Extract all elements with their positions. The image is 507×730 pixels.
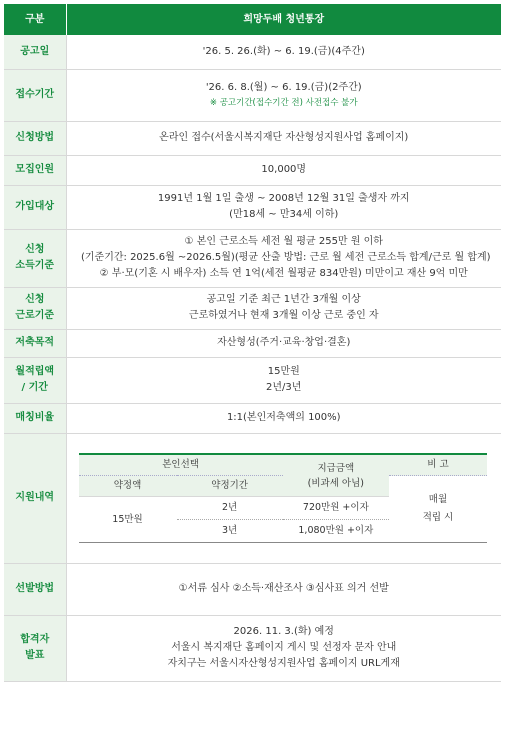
table-header-row — [4, 4, 501, 35]
support-detail-table — [79, 453, 488, 543]
monthly-amount: 15만원 — [267, 366, 300, 377]
label-monthly-2: / 기간 — [21, 382, 48, 393]
row-method — [4, 121, 501, 155]
apply-period: '26. 6. 8.(월) ~ 6. 19.(금)(2주간) — [205, 82, 362, 93]
program-info-table — [4, 4, 501, 682]
label-result-2: 발표 — [25, 650, 45, 661]
support-period-2y: 2년 — [177, 497, 283, 520]
label-work — [4, 287, 66, 329]
label-target: 가입대상 — [4, 185, 66, 229]
work-line-1: 공고일 기준 최근 1년간 3개월 이상 — [206, 294, 361, 305]
label-match: 매칭비율 — [4, 403, 66, 433]
work-line-2: 근로하였거나 현재 3개월 이상 근로 중인 자 — [188, 310, 379, 321]
label-result — [4, 615, 66, 681]
label-method: 신청방법 — [4, 121, 66, 155]
header-program-name: 희망두배 청년통장 — [66, 4, 501, 35]
row-match — [4, 403, 501, 433]
value-announce: '26. 5. 26.(화) ~ 6. 19.(금)(4주간) — [66, 35, 501, 69]
value-recruit: 10,000명 — [66, 155, 501, 185]
value-method: 온라인 접수(서울시복지재단 자산형성지원사업 홈페이지) — [66, 121, 501, 155]
label-apply: 접수기간 — [4, 69, 66, 121]
value-work — [66, 287, 501, 329]
value-monthly — [66, 357, 501, 403]
target-line-2: (만18세 ~ 만34세 이하) — [229, 209, 339, 220]
row-announce — [4, 35, 501, 69]
target-line-1: 1991년 1월 1일 출생 ~ 2008년 12월 31일 출생자 까지 — [157, 193, 410, 204]
income-line-2: (기준기간: 2025.6월 ~2026.5월)(평균 산출 방법: 근로 월 세전 근로소득 합계/근로 월 합계) — [80, 252, 491, 263]
label-work-2: 근로기준 — [15, 310, 55, 321]
support-note-1: 매월 — [428, 494, 448, 505]
row-target — [4, 185, 501, 229]
support-note-2: 적립 시 — [422, 512, 454, 523]
label-purpose: 저축목적 — [4, 329, 66, 357]
result-line-2: 서울시 복지재단 홈페이지 게시 및 선정자 문자 안내 — [171, 642, 397, 653]
support-pay-3y: 1,080만원 +이자 — [283, 520, 389, 543]
head-payment-1: 지급금액 — [317, 462, 355, 474]
value-purpose: 자산형성(주거·교육·창업·결혼) — [66, 329, 501, 357]
value-apply — [66, 69, 501, 121]
row-result — [4, 615, 501, 681]
label-result-1: 합격자 — [20, 634, 50, 645]
apply-note: ※ 공고기간(접수기간 전) 사전접수 불가 — [209, 98, 358, 108]
head-amount: 약정액 — [79, 476, 177, 497]
row-recruit — [4, 155, 501, 185]
income-line-1: ① 본인 근로소득 세전 월 평균 255만 원 이하 — [184, 236, 383, 247]
label-monthly-1: 월적립액 — [15, 366, 55, 377]
label-income-2: 소득기준 — [15, 260, 55, 271]
label-income — [4, 229, 66, 287]
label-monthly — [4, 357, 66, 403]
income-line-3: ② 부·모(기혼 시 배우자) 소득 연 1억(세전 월평균 834만원) 미만이고 재산 9억 미만 — [99, 268, 468, 279]
row-select — [4, 563, 501, 615]
head-payment — [283, 454, 389, 497]
label-announce: 공고일 — [4, 35, 66, 69]
row-apply — [4, 69, 501, 121]
head-payment-2: (비과세 아님) — [307, 477, 364, 489]
value-match: 1:1(본인저축액의 100%) — [66, 403, 501, 433]
value-support — [66, 433, 501, 563]
support-pay-2y: 720만원 +이자 — [283, 497, 389, 520]
result-line-1: 2026. 11. 3.(화) 예정 — [233, 626, 334, 637]
support-note — [389, 476, 487, 543]
label-select: 선발방법 — [4, 563, 66, 615]
head-self-select: 본인선택 — [79, 454, 283, 476]
support-amount: 15만원 — [79, 497, 177, 543]
head-note: 비 고 — [389, 454, 487, 476]
monthly-period: 2년/3년 — [266, 382, 302, 393]
label-support: 지원내역 — [4, 433, 66, 563]
label-recruit: 모집인원 — [4, 155, 66, 185]
label-income-1: 신청 — [25, 244, 45, 255]
row-support — [4, 433, 501, 563]
header-category: 구분 — [4, 4, 66, 35]
value-income — [66, 229, 501, 287]
value-select: ①서류 심사 ②소득·재산조사 ③심사표 의거 선발 — [66, 563, 501, 615]
row-purpose — [4, 329, 501, 357]
label-work-1: 신청 — [25, 294, 45, 305]
row-monthly — [4, 357, 501, 403]
row-income — [4, 229, 501, 287]
value-result — [66, 615, 501, 681]
row-work — [4, 287, 501, 329]
value-target — [66, 185, 501, 229]
support-period-3y: 3년 — [177, 520, 283, 543]
result-line-3: 자치구는 서울시자산형성지원사업 홈페이지 URL게재 — [167, 658, 400, 669]
head-period: 약정기간 — [177, 476, 283, 497]
